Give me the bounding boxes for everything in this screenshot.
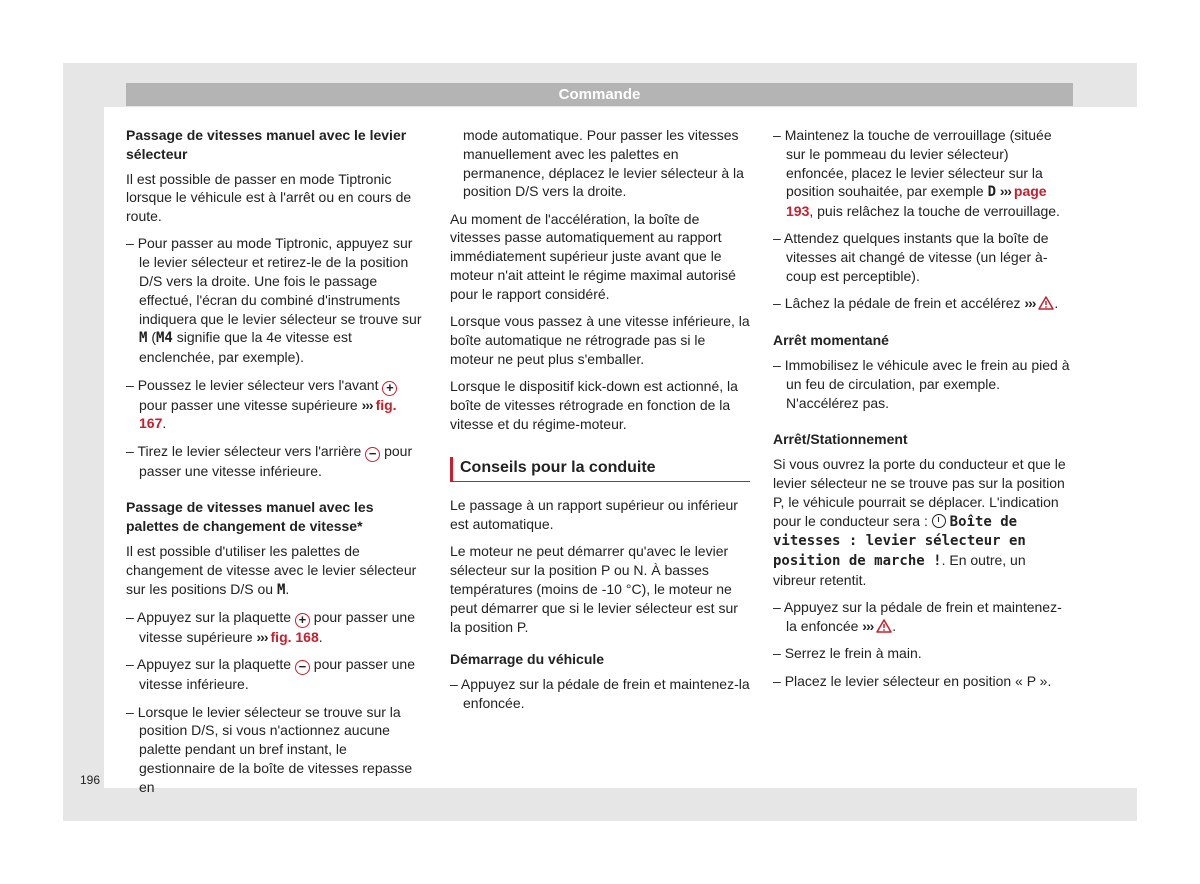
list-item: – Tirez le levier sélecteur vers l'arrière − pour passer une vitesse inférieure. — [126, 442, 413, 479]
list-item: – Immobilisez le véhicule avec le frein au pied à un feu de circulation, par exemple. N'accélérez pas. — [773, 356, 1070, 411]
fig-167-link[interactable]: fig. 167 — [139, 396, 397, 432]
paragraph: Au moment de l'accélération, la boîte de vitesses passe automatiquement au rapport immédiatement supérieur juste avant que le moteur n'ait atteint le régime maximal autorisé pour le rapport considéré. — [450, 210, 736, 302]
section-heading: Conseils pour la conduite — [450, 457, 750, 482]
list-item: – Appuyez sur la pédale de frein et maintenez-la enfoncée ››› . — [773, 599, 1062, 635]
list-item: – Appuyez sur la pédale de frein et maintenez-la enfoncée. — [450, 676, 750, 711]
list-item: – Serrez le frein à main. — [773, 645, 922, 662]
minus-icon: − — [365, 447, 380, 462]
plus-icon: + — [295, 613, 310, 628]
heading-paddles: Passage de vitesses manuel avec les palettes de changement de vitesse* — [126, 499, 374, 535]
page-number: 196 — [80, 773, 101, 787]
paragraph: Le passage à un rapport supérieur ou inférieur est automatique. — [450, 497, 738, 533]
heading-start-vehicle: Démarrage du véhicule — [450, 651, 605, 668]
paragraph: Lorsque le dispositif kick-down est actionné, la boîte de vitesses rétrograde en fonction de la vitesse et du régime-moteur. — [450, 378, 738, 432]
list-item: – Poussez le levier sélecteur vers l'avant + pour passer une vitesse supérieure ››› fig. 167. — [126, 376, 397, 432]
heading-manual-lever: Passage de vitesses manuel avec le levier sélecteur — [126, 127, 407, 162]
minus-icon: − — [295, 660, 310, 675]
paragraph: Il est possible de passer en mode Tiptronic lorsque le véhicule est à l'arrêt ou en cours de route. — [126, 170, 412, 225]
chapter-header: Commande — [126, 83, 1073, 106]
list-item: – Pour passer au mode Tiptronic, appuyez sur le levier sélecteur et retirez-le de la position D/S vers la droite. Une fois le passage effectué, l'écran du combiné d'instruments indiquera que le levier sélecteur se trouve sur M (M4 signifie que la 4e vitesse est enclenchée, par exemple). — [126, 235, 422, 366]
paragraph: Il est possible d'utiliser les palettes de changement de vitesse avec le levier sélecteur sur les positions D/S ou M. — [126, 543, 417, 598]
column-1 — [126, 126, 424, 805]
list-item: – Lâchez la pédale de frein et accélérez ››› . — [773, 295, 1059, 312]
clock-warning-icon — [932, 514, 946, 528]
paragraph: Si vous ouvrez la porte du conducteur et que le levier sélecteur ne se trouve pas sur la position P, le véhicule pourrait se déplacer. L'indication pour le conducteur sera : Boîte de vitesses : levier sélecteur en position de marche !. En outre, un vibreur retentit. — [773, 456, 1066, 588]
fig-168-link[interactable]: fig. 168 — [270, 628, 319, 645]
arrows-icon: ››› — [1024, 295, 1036, 312]
warning-icon — [1038, 296, 1054, 310]
heading-temp-stop: Arrêt momentané — [773, 332, 889, 349]
list-item-continuation: mode automatique. Pour passer les vitesses manuellement avec les palettes en permanence, déplacez le levier sélecteur à la position D/S vers la droite. — [463, 127, 744, 200]
arrows-icon: ››› — [361, 396, 373, 413]
list-item: – Placez le levier sélecteur en position « P ». — [773, 672, 1052, 689]
column-3 — [773, 126, 1070, 699]
paragraph: Le moteur ne peut démarrer qu'avec le levier sélecteur sur la position P ou N. À basses températures (moins de -10 °C), le moteur ne peut démarrer que si le levier sélecteur est sur la position P. — [450, 543, 738, 635]
paragraph: Lorsque vous passez à une vitesse inférieure, la boîte automatique ne rétrograde pas si le moteur ne peut plus s'emballer. — [450, 313, 750, 367]
arrows-icon: ››› — [256, 628, 268, 645]
list-item: – Lorsque le levier sélecteur se trouve sur la position D/S, si vous n'actionnez aucune palette pendant un bref instant, le gestionnaire de la boîte de vitesses repasse en — [126, 703, 413, 795]
heading-parking: Arrêt/Stationnement — [773, 431, 908, 448]
plus-icon: + — [382, 381, 397, 396]
arrows-icon: ››› — [862, 618, 874, 635]
list-item: – Attendez quelques instants que la boîte de vitesses ait changé de vitesse (un léger à-coup est perceptible). — [773, 230, 1049, 285]
list-item: – Appuyez sur la plaquette + pour passer une vitesse supérieure ››› fig. 168. — [126, 608, 415, 645]
warning-icon — [876, 619, 892, 633]
list-item: – Maintenez la touche de verrouillage (située sur le pommeau du levier sélecteur) enfoncée, placez le levier sélecteur sur la position souhaitée, par exemple D ››› page 193, puis relâchez la touche de verrouillage. — [773, 127, 1060, 220]
page-193-link[interactable]: page 193 — [786, 183, 1047, 220]
list-item: – Appuyez sur la plaquette − pour passer une vitesse inférieure. — [126, 656, 415, 693]
arrows-icon: ››› — [999, 183, 1011, 200]
column-2 — [450, 126, 750, 721]
